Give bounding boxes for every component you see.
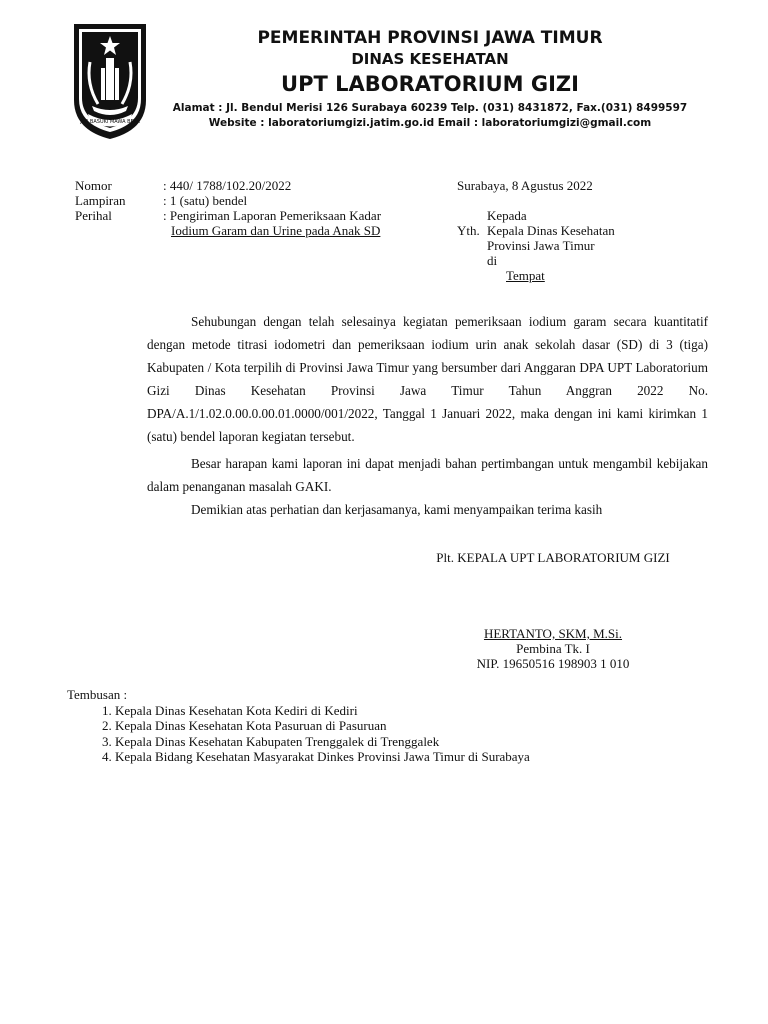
recipient-kepada: Kepada: [487, 208, 527, 223]
perihal-label: Perihal: [75, 208, 112, 223]
recipient-tempat: Tempat: [506, 268, 545, 283]
letter-date: Surabaya, 8 Agustus 2022: [457, 178, 593, 193]
tembusan-label: Tembusan :: [67, 687, 128, 702]
recipient-line2: Provinsi Jawa Timur: [487, 238, 595, 253]
signatory-nip: NIP. 19650516 198903 1 010: [476, 656, 630, 671]
nomor-label: Nomor: [75, 178, 112, 193]
body-paragraph-2: Besar harapan kami laporan ini dapat menjadi bahan pertimbangan untuk mengambil kebijakan dalam penanganan masalah GAKI.: [147, 456, 708, 494]
letter-body: [147, 310, 708, 521]
recipient-yth: Yth.: [457, 223, 480, 238]
perihal-value-line2: Iodium Garam dan Urine pada Anak SD: [171, 223, 381, 238]
tembusan-item: 2. Kepala Dinas Kesehatan Kota Pasuruan di Pasuruan: [115, 718, 530, 734]
website-email-line: Website : laboratoriumgizi.jatim.go.id Email : laboratoriumgizi@gmail.com: [208, 117, 652, 129]
org-line-department: DINAS KESEHATAN: [351, 50, 509, 68]
nomor-value: : 440/ 1788/102.20/2022: [163, 178, 292, 193]
tembusan-section: [67, 687, 530, 765]
tembusan-list: [67, 703, 530, 765]
logo-motto: JER BASUKI MAWA BEYA: [80, 119, 140, 125]
signatory-rank: Pembina Tk. I: [516, 641, 590, 656]
tembusan-item: 4. Kepala Bidang Kesehatan Masyarakat Dinkes Provinsi Jawa Timur di Surabaya: [115, 749, 530, 765]
lampiran-value: : 1 (satu) bendel: [163, 193, 248, 208]
signatory-name: HERTANTO, SKM, M.Si.: [483, 626, 623, 641]
signature-title: Plt. KEPALA UPT LABORATORIUM GIZI: [436, 550, 670, 565]
body-paragraph-3: Demikian atas perhatian dan kerjasamanya, kami menyampaikan terima kasih: [191, 502, 603, 517]
address-line: Alamat : Jl. Bendul Merisi 126 Surabaya 60239 Telp. (031) 8431872, Fax.(031) 8499597: [172, 102, 688, 114]
body-paragraph-1: Sehubungan dengan telah selesainya kegiatan pemeriksaan iodium garam secara kuantitatif dengan metode titrasi iodometri dan pemeriksaan iodium urin anak sekolah dasar (SD) di 3 (tiga) Kabupaten / Kota terpilih di Provinsi Jawa Timur yang bersumber dari Anggaran DPA UPT Laboratorium Gizi Dinas Kesehatan Provinsi Jawa Timur Tahun Anggran 2022 No. DPA/A.1/1.02.0.00.0.00.01.0000/001/2022, Tanggal 1 Januari 2022, maka dengan ini kami kirimkan 1 (satu) bendel laporan kegiatan tersebut.: [147, 314, 708, 444]
org-line-unit: UPT LABORATORIUM GIZI: [281, 72, 579, 96]
recipient-di: di: [487, 253, 498, 268]
org-line-province: PEMERINTAH PROVINSI JAWA TIMUR: [257, 28, 603, 48]
tembusan-item: 1. Kepala Dinas Kesehatan Kota Kediri di Kediri: [115, 703, 530, 719]
recipient-line1: Kepala Dinas Kesehatan: [487, 223, 615, 238]
jawa-timur-emblem-logo: [70, 20, 150, 142]
tembusan-item: 3. Kepala Dinas Kesehatan Kabupaten Trenggalek di Trenggalek: [115, 734, 530, 750]
perihal-value-line1: : Pengiriman Laporan Pemeriksaan Kadar: [163, 208, 382, 223]
lampiran-label: Lampiran: [75, 193, 126, 208]
